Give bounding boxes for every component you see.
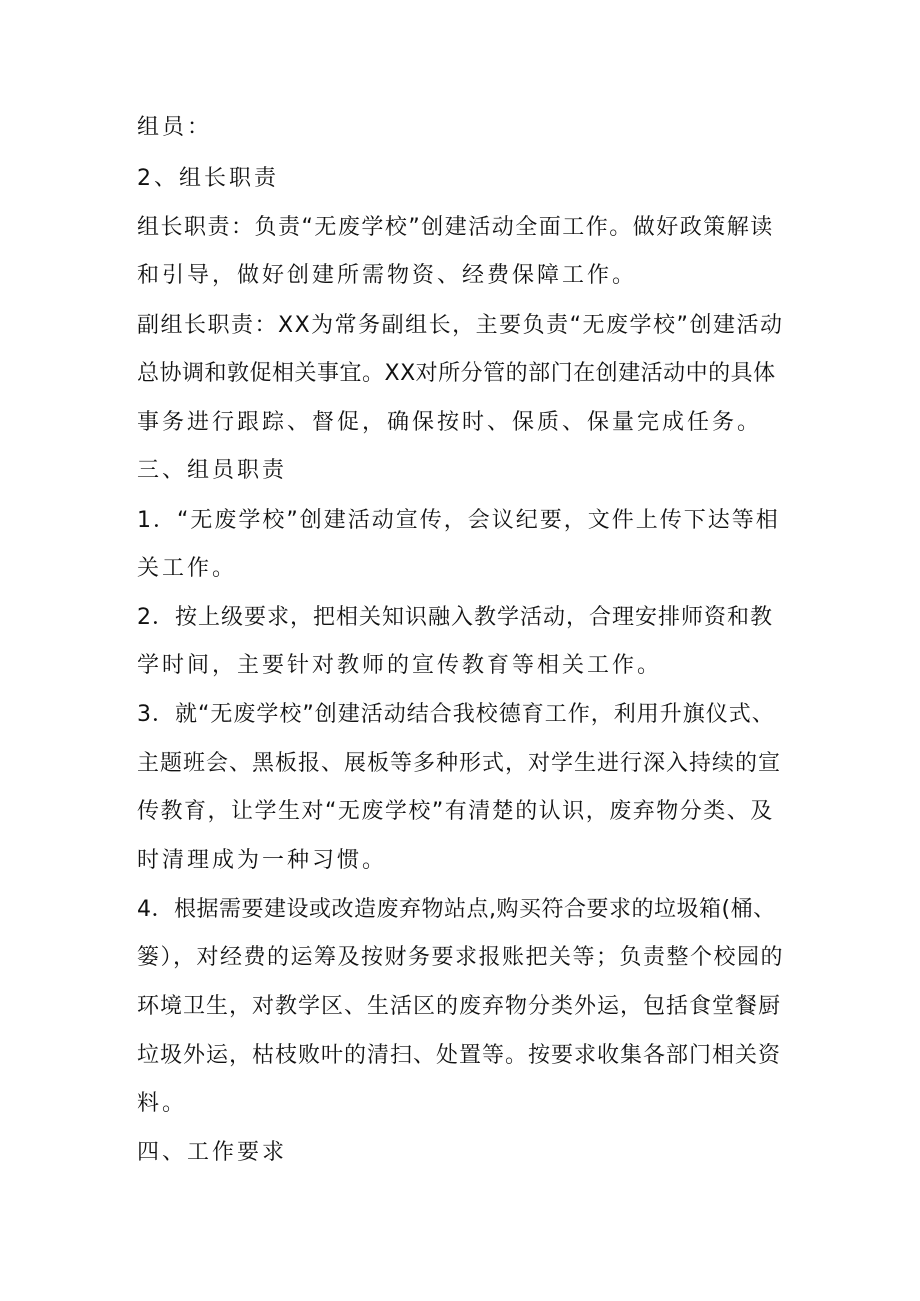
- text-line: 3．就“无废学校”创建活动结合我校德育工作，利用升旗仪式、: [137, 702, 775, 727]
- text-line: 传教育，让学生对“无废学校”有清楚的认识，废弃物分类、及: [137, 799, 774, 824]
- text-line: 4．根据需要建设或改造废弃物站点,购买符合要求的垃圾箱(桶、: [137, 897, 776, 922]
- text-line: 学时间，主要针对教师的宣传教育等相关工作。: [137, 653, 663, 678]
- text-line: 环境卫生，对教学区、生活区的废弃物分类外运，包括食堂餐厨: [137, 994, 782, 1019]
- text-line: 垃圾外运，枯枝败叶的清扫、处置等。按要求收集各部门相关资: [137, 1043, 782, 1068]
- text-line-members: 组员：: [137, 115, 213, 140]
- section-heading-leader-duties: 2、组长职责: [137, 166, 279, 191]
- text-line: 1．“无废学校”创建活动宣传，会议纪要，文件上传下达等相: [137, 508, 780, 533]
- section-heading-member-duties: 三、组员职责: [137, 458, 288, 483]
- text-line: 和引导，做好创建所需物资、经费保障工作。: [137, 263, 638, 288]
- text-line: 主题班会、黑板报、展板等多种形式，对学生进行深入持续的宣: [137, 751, 782, 776]
- text-line: 2．按上级要求，把相关知识融入教学活动，合理安排师资和教: [137, 605, 773, 630]
- text-line: 副组长职责：XX为常务副组长，主要负责“无废学校”创建活动: [137, 313, 784, 338]
- text-line: 事务进行跟踪、督促，确保按时、保质、保量完成任务。: [137, 410, 763, 435]
- section-heading-work-requirements: 四、工作要求: [137, 1140, 288, 1165]
- text-line: 关工作。: [137, 556, 238, 581]
- text-line: 篓），对经费的运筹及按财务要求报账把关等；负责整个校园的: [137, 945, 785, 970]
- text-line: 组长职责：负责“无废学校”创建活动全面工作。做好政策解读: [137, 215, 774, 240]
- text-line: 总协调和敦促相关事宜。XX对所分管的部门在创建活动中的具体: [137, 361, 776, 386]
- text-line: 料。: [137, 1091, 188, 1116]
- text-line: 时清理成为一种习惯。: [137, 848, 388, 873]
